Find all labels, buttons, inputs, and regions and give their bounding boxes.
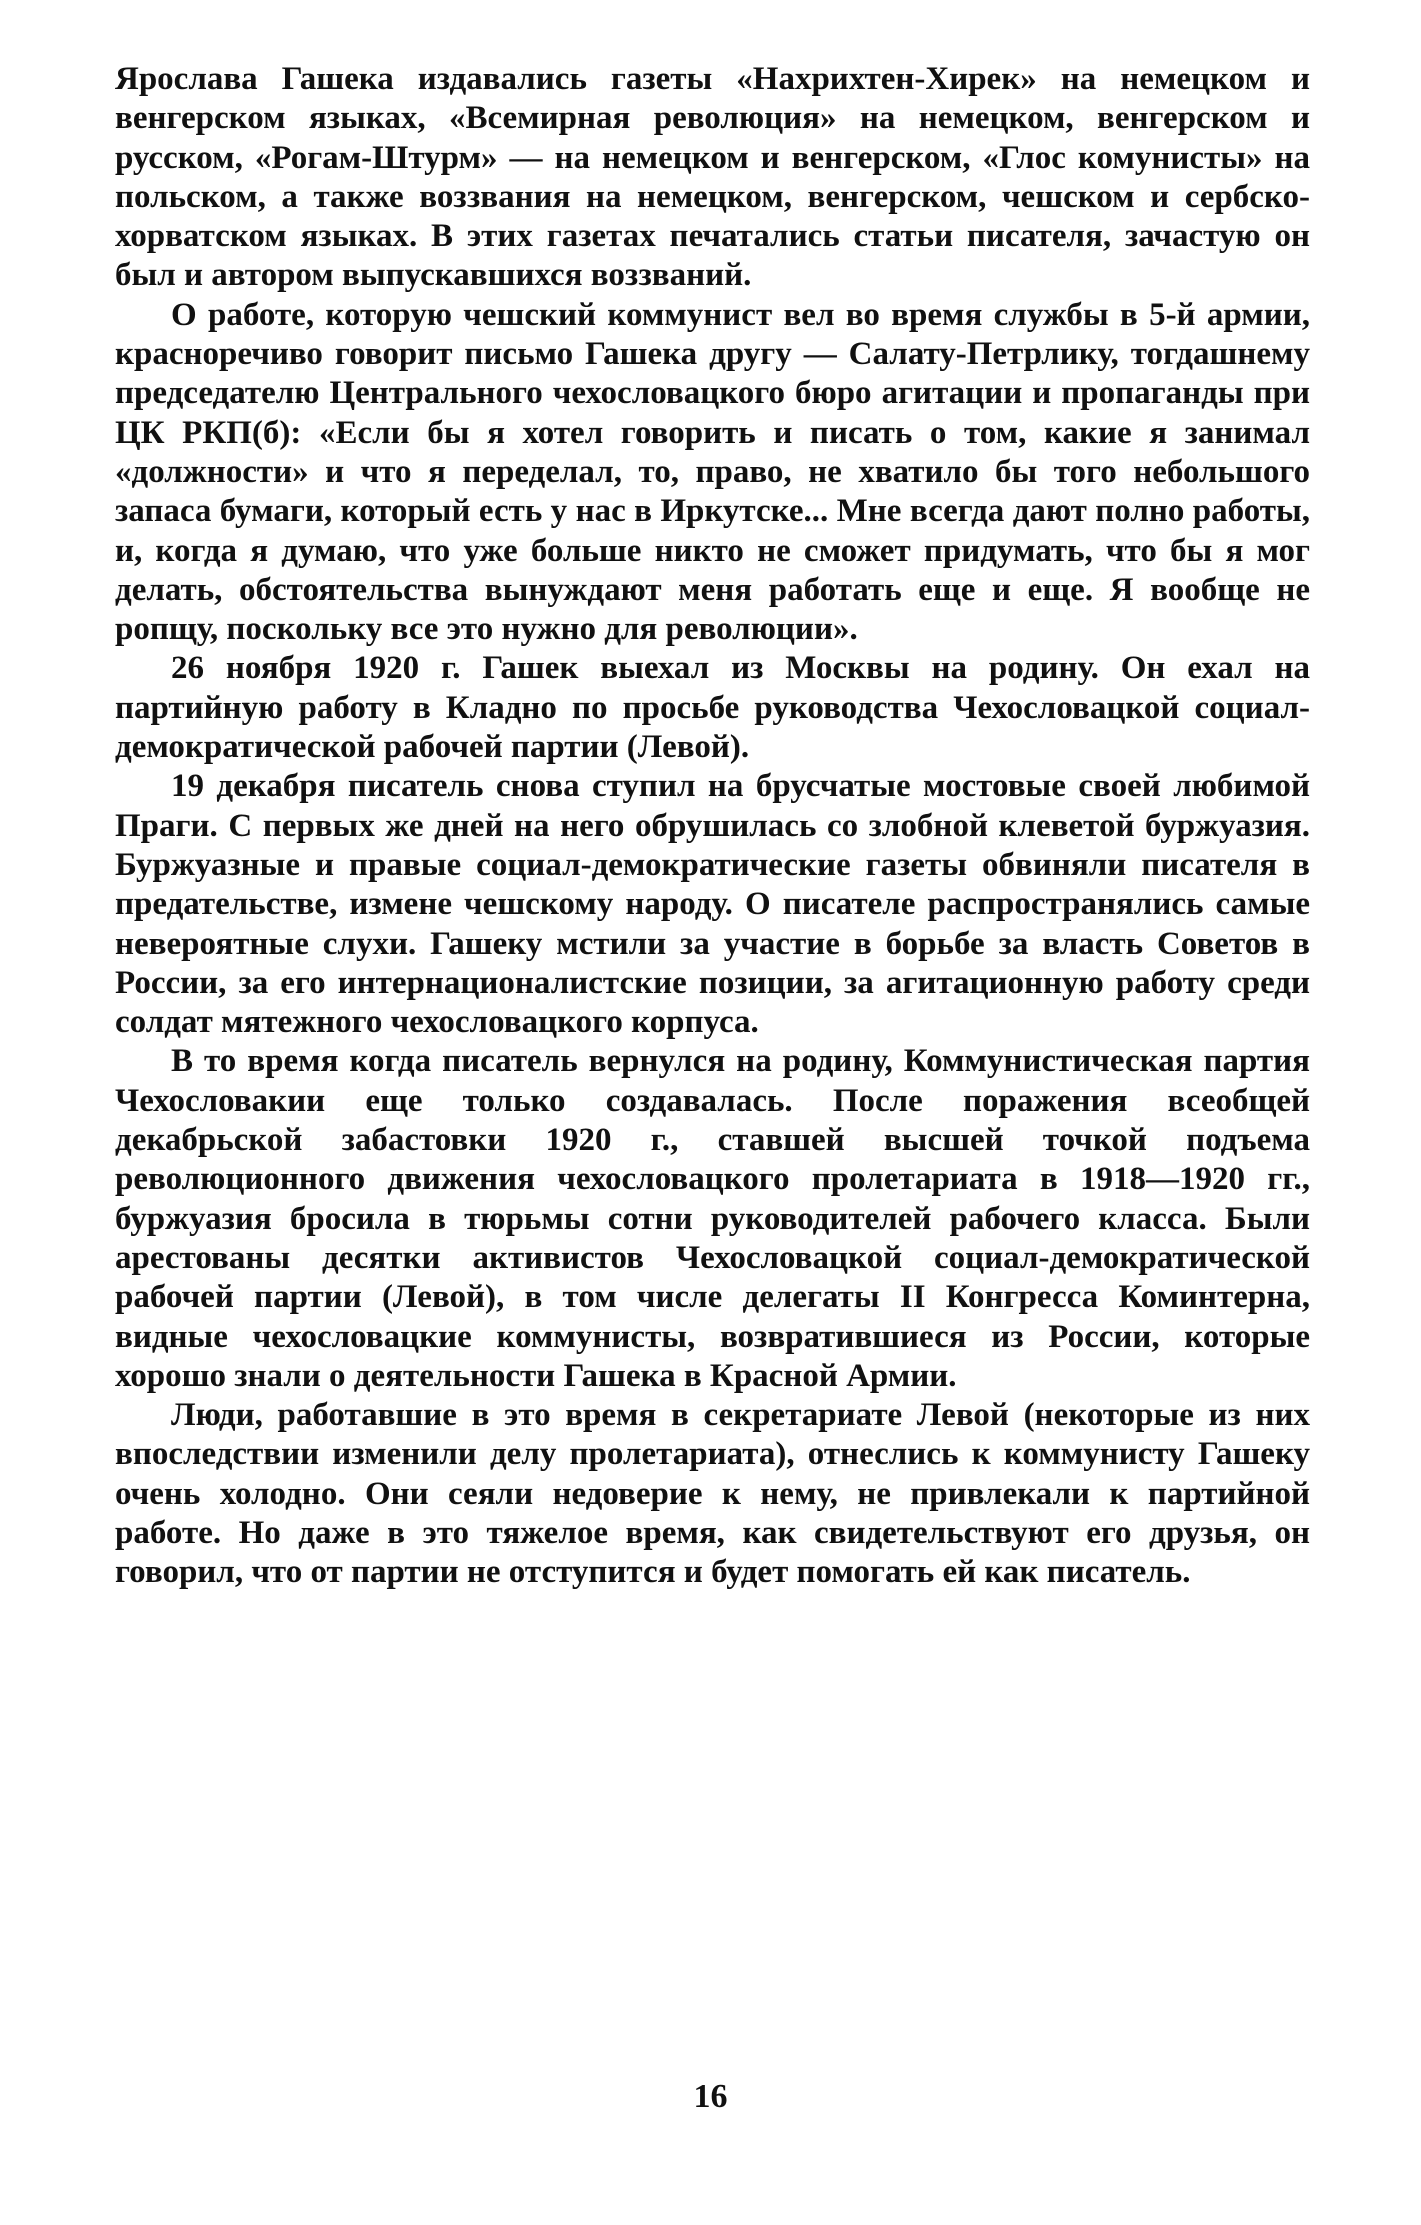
paragraph-5: В то время когда писатель вернулся на родину, Коммунистическая партия Чехословакии еще только создавалась. После поражения всеобщей декабрьской забастовки 1920 г., ставшей высшей точкой подъема революционного движения чехословацкого пролетариата в 1918—1920 гг., буржуазия бросила в тюрьмы сотни руководителей рабочего класса. Были арестованы десятки активистов Чехословацкой социал-демократической рабочей партии (Левой), в том числе делегаты II Конгресса Коминтерна, видные чехословацкие коммунисты, возвратившиеся из России, которые хорошо знали о деятельности Гашека в Красной Армии. xyxy=(115,1043,1310,1394)
paragraph-2: О работе, которую чешский коммунист вел во время службы в 5-й армии, красноречиво говорит письмо Гашека другу — Салату-Петрлику, тогдашнему председателю Центрального чехословацкого бюро агитации и пропаганды при ЦК РКП(б): «Если бы я хотел говорить и писать о том, какие я занимал «должности» и что я переделал, то, право, не хватило бы того небольшого запаса бумаги, который есть у нас в Иркутске... Мне всегда дают полно работы, и, когда я думаю, что уже больше никто не сможет придумать, что бы я мог делать, обстоятельства вынуждают меня работать еще и еще. Я вообще не ропщу, поскольку все это нужно для революции». xyxy=(115,296,1310,648)
paragraph-1: Ярослава Гашека издавались газеты «Нахрихтен-Хирек» на немецком и венгерском языках, «Всемирная революция» на немецком, венгерском и русском, «Рогам-Штурм» — на немецком и венгерском, «Глос комунисты» на польском, а также воззвания на немецком, венгерском, чешском и сербско-хорватском языках. В этих газетах печатались статьи писателя, зачастую он был и автором выпускавшихся воззваний. xyxy=(115,61,1310,294)
paragraph-4: 19 декабря писатель снова ступил на брусчатые мостовые своей любимой Праги. С первых же дней на него обрушилась со злобной клеветой буржуазия. Буржуазные и правые социал-демократические газеты обвиняли писателя в предательстве, измене чешскому народу. О писателе распространялись самые невероятные слухи. Гашеку мстили за участие в борьбе за власть Советов в России, за его интернационалистские позиции, за агитационную работу среди солдат мятежного чехословацкого корпуса. xyxy=(115,768,1310,1041)
page-number: 16 xyxy=(693,2078,728,2115)
page-text xyxy=(115,60,1310,1593)
paragraph-6: Люди, работавшие в это время в секретариате Левой (некоторые из них впоследствии изменили делу пролетариата), отнеслись к коммунисту Гашеку очень холодно. Они сеяли недоверие к нему, не привлекали к партийной работе. Но даже в это тяжелое время, как свидетельствуют его друзья, он говорил, что от партии не отступится и будет помогать ей как писатель. xyxy=(115,1397,1310,1591)
paragraph-3: 26 ноября 1920 г. Гашек выехал из Москвы на родину. Он ехал на партийную работу в Кладно по просьбе руководства Чехословацкой социал-демократической рабочей партии (Левой). xyxy=(115,650,1310,766)
